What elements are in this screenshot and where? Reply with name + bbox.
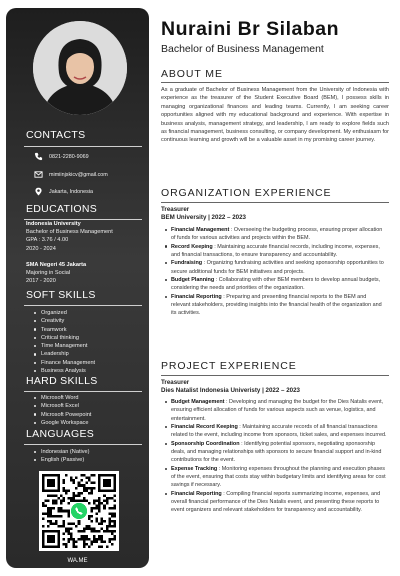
bullet-item (165, 259, 387, 276)
education-item (26, 261, 86, 286)
languages-heading: LANGUAGES (26, 428, 95, 440)
bullet-text: : Maintaining accurate records of all financial transactions related to the event, including income from sponsors, ticket sales, and expenses incurred. (171, 424, 387, 439)
contact-email-text: mimiinjskicv@gmail.com (49, 171, 108, 178)
bullet-key: Budget Planning (171, 277, 215, 284)
contact-location (34, 187, 93, 196)
bullet-key: Financial Management (171, 227, 230, 233)
bullet-item (165, 490, 387, 515)
soft-skills-list (34, 309, 95, 375)
bullet-text: : Developing and managing the budget for the Dies Natalis event, ensuring efficient allocation of funds for various aspects such as venue, logistics, and entertainment. (171, 399, 384, 422)
contact-email[interactable] (34, 170, 108, 179)
bullet-text: : Identifying potential sponsors, negotiating sponsorship deals, and managing relationships with sponsors to secure financial support and in-kind contributions for the event. (171, 440, 382, 464)
hard-skills-list (34, 394, 91, 427)
bullet-key: Record Keeping (171, 243, 213, 250)
bullet-item (165, 440, 387, 465)
divider (24, 146, 142, 147)
bullet-text: : Preparing and presenting financial reports to the BEM and relevant stakeholders, providing insights into the financial health of the organization and its activities. (171, 293, 382, 317)
sidebar (6, 8, 149, 568)
qr-label: WA.ME (67, 558, 88, 564)
avatar-illustration (33, 21, 127, 115)
candidate-degree: Bachelor of Business Management (161, 43, 324, 55)
hard-skill-item: Google Workspace (34, 419, 91, 427)
bullet-text: : Compiling financial reports summarizing income, expenses, and overall financial performance of the Dies Natalis event, and presenting these reports to event organizers and relevant stakeholders for transparency and accountability. (171, 490, 381, 514)
candidate-name: Nuraini Br Silaban (161, 18, 340, 40)
bullet-key: Sponsorship Coordination (171, 440, 240, 447)
education-school: Indonesia University (26, 221, 81, 227)
project-name: Dies Natalist Indonesia Univeristy | 2022 – 2023 (161, 387, 300, 394)
education-detail: Bachelor of Business Management (26, 229, 113, 236)
soft-skill-item: Creativity (34, 317, 95, 325)
project-bullets (165, 398, 387, 515)
language-item: Indonesian (Native) (34, 448, 90, 456)
about-text: As a graduate of Bachelor of Business Management from the University of Indonesia with experience as the treasurer of the Student Executive Board (BEM), I possess skills in managing organizational finances and leading teams. Currently, I am seeking career opportunities aligned with my educational background and experience. With expertise in business analysis, management strategy, and leadership, I am ready to explore fields such as financial management, business consulting, or company development. My enthusiasm for continuous learning and growth will be a valuable asset in my promising career journey. (161, 87, 389, 144)
bullet-key: Fundraising (171, 260, 203, 267)
divider (24, 444, 142, 445)
hard-skills-heading: HARD SKILLS (26, 375, 98, 387)
languages-list (34, 448, 90, 465)
bullet-key: Expense Tracking (171, 465, 218, 472)
hard-skill-item: Microsoft Excel (34, 402, 91, 410)
qr-code-icon (42, 474, 116, 548)
hard-skill-item: Microsoft Powepoint (34, 411, 91, 419)
organization-bullets (165, 226, 387, 318)
educations-heading: EDUCATIONS (26, 203, 98, 215)
bullet-text: : Overseeing the budgeting process, ensuring proper allocation of funds for various activities and projects within the BEM. (171, 227, 383, 242)
contact-location-text: Jakarta, Indonesia (49, 188, 94, 195)
divider (161, 202, 389, 203)
bullet-item (165, 398, 387, 423)
about-heading: ABOUT ME (161, 68, 223, 80)
whatsapp-icon (71, 503, 87, 519)
hard-skill-item: Microsoft Word (34, 394, 91, 402)
soft-skill-item: Organized (34, 309, 95, 317)
phone-icon (34, 152, 43, 161)
project-role: Treasurer (161, 379, 190, 386)
contacts-heading: CONTACTS (26, 129, 86, 141)
education-detail: Majoring in Social (26, 270, 71, 277)
bullet-text: : Monitoring expenses throughout the planning and execution phases of the event, ensuring that costs stay within budgetary limits and identifying areas for cost savings if necessary. (171, 465, 386, 489)
project-heading: PROJECT EXPERIENCE (161, 360, 297, 372)
email-icon (34, 170, 43, 179)
bullet-item (165, 276, 387, 293)
organization-heading: ORGANIZATION EXPERIENCE (161, 187, 332, 199)
bullet-key: Budget Management (171, 399, 225, 405)
education-detail: GPA : 3.76 / 4.00 (26, 237, 69, 244)
profile-photo (33, 21, 127, 115)
organization-name: BEM University | 2022 – 2023 (161, 214, 246, 221)
bullet-key: Financial Reporting (171, 293, 222, 300)
bullet-item (165, 423, 387, 440)
bullet-key: Financial Reporting (171, 490, 222, 497)
bullet-item (165, 243, 387, 260)
divider (24, 391, 142, 392)
bullet-item (165, 226, 387, 243)
soft-skills-heading: SOFT SKILLS (26, 289, 96, 301)
education-detail: 2017 - 2020 (26, 278, 56, 285)
soft-skill-item: Critical thinking (34, 334, 95, 342)
education-school: SMA Negeri 45 Jakarta (26, 262, 87, 268)
divider (161, 82, 389, 83)
bullet-text: : Maintaining accurate financial records, including income, expenses, and financial transactions, to ensure transparency and accountability. (171, 243, 380, 259)
language-item: English (Passive) (34, 456, 90, 464)
organization-role: Treasurer (161, 206, 190, 213)
location-icon (34, 187, 43, 196)
bullet-item (165, 465, 387, 490)
divider (24, 305, 142, 306)
soft-skill-item: Time Management (34, 342, 95, 350)
contact-phone[interactable] (34, 152, 89, 161)
bullet-item (165, 293, 387, 318)
contact-phone-text: 0821-2280-9069 (49, 153, 89, 160)
soft-skill-item: Teamwork (34, 326, 95, 334)
soft-skill-item: Finance Management (34, 359, 95, 367)
education-item (26, 220, 113, 253)
divider (161, 375, 389, 376)
soft-skill-item: Business Analysis (34, 367, 95, 375)
bullet-text: : Organizing fundraising activities and seeking sponsorship opportunities to secure additional funds for BEM initiatives and projects. (171, 260, 384, 275)
education-detail: 2020 - 2024 (26, 245, 56, 252)
bullet-key: Financial Record Keeping (171, 424, 238, 431)
soft-skill-item: Leadership (34, 350, 95, 358)
whatsapp-qr-code[interactable] (39, 471, 119, 551)
bullet-text: : Collaborating with other BEM members to develop annual budgets, considering the needs and priorities of the organization. (171, 277, 381, 292)
